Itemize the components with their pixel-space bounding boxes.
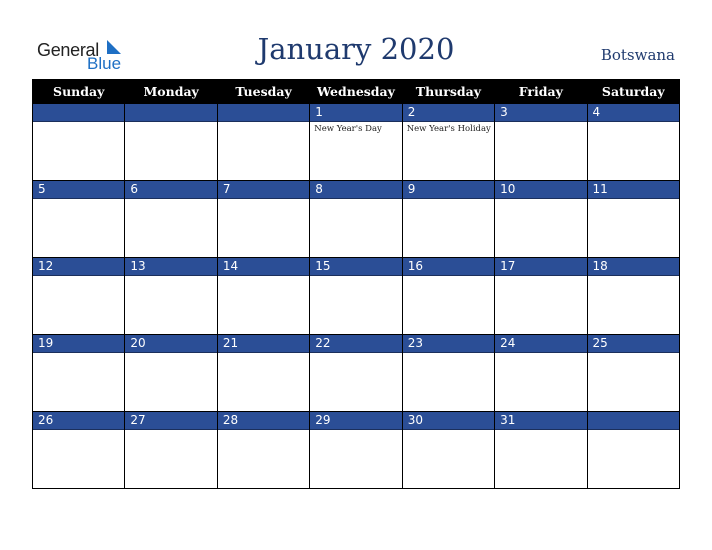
logo-text-general: General <box>37 40 99 60</box>
day-number: 7 <box>218 181 309 199</box>
day-number: 11 <box>588 181 679 199</box>
day-cell <box>587 258 679 335</box>
holiday-label: New Year's Day <box>314 124 382 134</box>
day-number: 16 <box>403 258 494 276</box>
day-cell <box>495 104 587 181</box>
day-number: 19 <box>33 335 124 353</box>
weekday-header-sunday: Sunday <box>33 79 125 104</box>
day-number <box>588 412 679 430</box>
day-number: 10 <box>495 181 586 199</box>
day-number: 15 <box>310 258 401 276</box>
weekday-header-friday: Friday <box>495 79 587 104</box>
day-cell <box>217 335 309 412</box>
weekday-header-row <box>33 79 680 104</box>
week-row <box>33 181 680 258</box>
day-cell <box>495 258 587 335</box>
week-row <box>33 104 680 181</box>
day-number: 30 <box>403 412 494 430</box>
day-cell <box>217 412 309 489</box>
day-cell <box>587 104 679 181</box>
day-cell <box>495 412 587 489</box>
day-cell <box>125 258 217 335</box>
weekday-header-thursday: Thursday <box>402 79 494 104</box>
day-number <box>125 104 216 122</box>
day-cell <box>33 181 125 258</box>
day-cell <box>310 104 402 181</box>
day-number: 23 <box>403 335 494 353</box>
day-number: 24 <box>495 335 586 353</box>
day-cell <box>587 181 679 258</box>
week-row <box>33 258 680 335</box>
day-cell <box>125 335 217 412</box>
day-number: 28 <box>218 412 309 430</box>
calendar-grid <box>32 79 680 489</box>
day-number: 1 <box>310 104 401 122</box>
day-cell <box>33 412 125 489</box>
day-cell <box>587 335 679 412</box>
day-cell <box>402 335 494 412</box>
day-number: 25 <box>588 335 679 353</box>
week-row <box>33 335 680 412</box>
day-cell <box>402 104 494 181</box>
day-number: 20 <box>125 335 216 353</box>
day-cell <box>33 258 125 335</box>
day-number: 5 <box>33 181 124 199</box>
day-cell <box>125 181 217 258</box>
weekday-header-tuesday: Tuesday <box>217 79 309 104</box>
day-cell <box>495 335 587 412</box>
weekday-header-wednesday: Wednesday <box>310 79 402 104</box>
calendar-body <box>33 104 680 489</box>
day-number: 12 <box>33 258 124 276</box>
day-number: 3 <box>495 104 586 122</box>
day-cell <box>310 181 402 258</box>
day-cell <box>33 335 125 412</box>
day-cell <box>402 412 494 489</box>
day-number: 17 <box>495 258 586 276</box>
day-number: 27 <box>125 412 216 430</box>
day-number <box>33 104 124 122</box>
day-number: 26 <box>33 412 124 430</box>
day-cell <box>310 258 402 335</box>
day-number: 18 <box>588 258 679 276</box>
weekday-header-saturday: Saturday <box>587 79 679 104</box>
day-number: 21 <box>218 335 309 353</box>
day-number: 13 <box>125 258 216 276</box>
day-number: 2 <box>403 104 494 122</box>
day-cell <box>217 104 309 181</box>
day-number: 9 <box>403 181 494 199</box>
day-number: 29 <box>310 412 401 430</box>
day-cell <box>310 335 402 412</box>
day-number: 14 <box>218 258 309 276</box>
day-number <box>218 104 309 122</box>
day-number: 31 <box>495 412 586 430</box>
day-cell <box>125 104 217 181</box>
holiday-label: New Year's Holiday <box>406 124 491 134</box>
day-cell <box>402 258 494 335</box>
day-number: 8 <box>310 181 401 199</box>
week-row <box>33 412 680 489</box>
day-cell <box>125 412 217 489</box>
day-cell <box>402 181 494 258</box>
day-cell <box>310 412 402 489</box>
day-cell <box>495 181 587 258</box>
logo-text-blue: Blue <box>87 54 122 73</box>
day-cell <box>217 181 309 258</box>
weekday-header-monday: Monday <box>125 79 217 104</box>
country-label: Botswana <box>600 46 675 64</box>
day-number: 4 <box>588 104 679 122</box>
day-cell <box>587 412 679 489</box>
day-number: 22 <box>310 335 401 353</box>
day-number: 6 <box>125 181 216 199</box>
day-cell <box>217 258 309 335</box>
page-title: January 2020 <box>257 32 455 66</box>
day-cell <box>33 104 125 181</box>
